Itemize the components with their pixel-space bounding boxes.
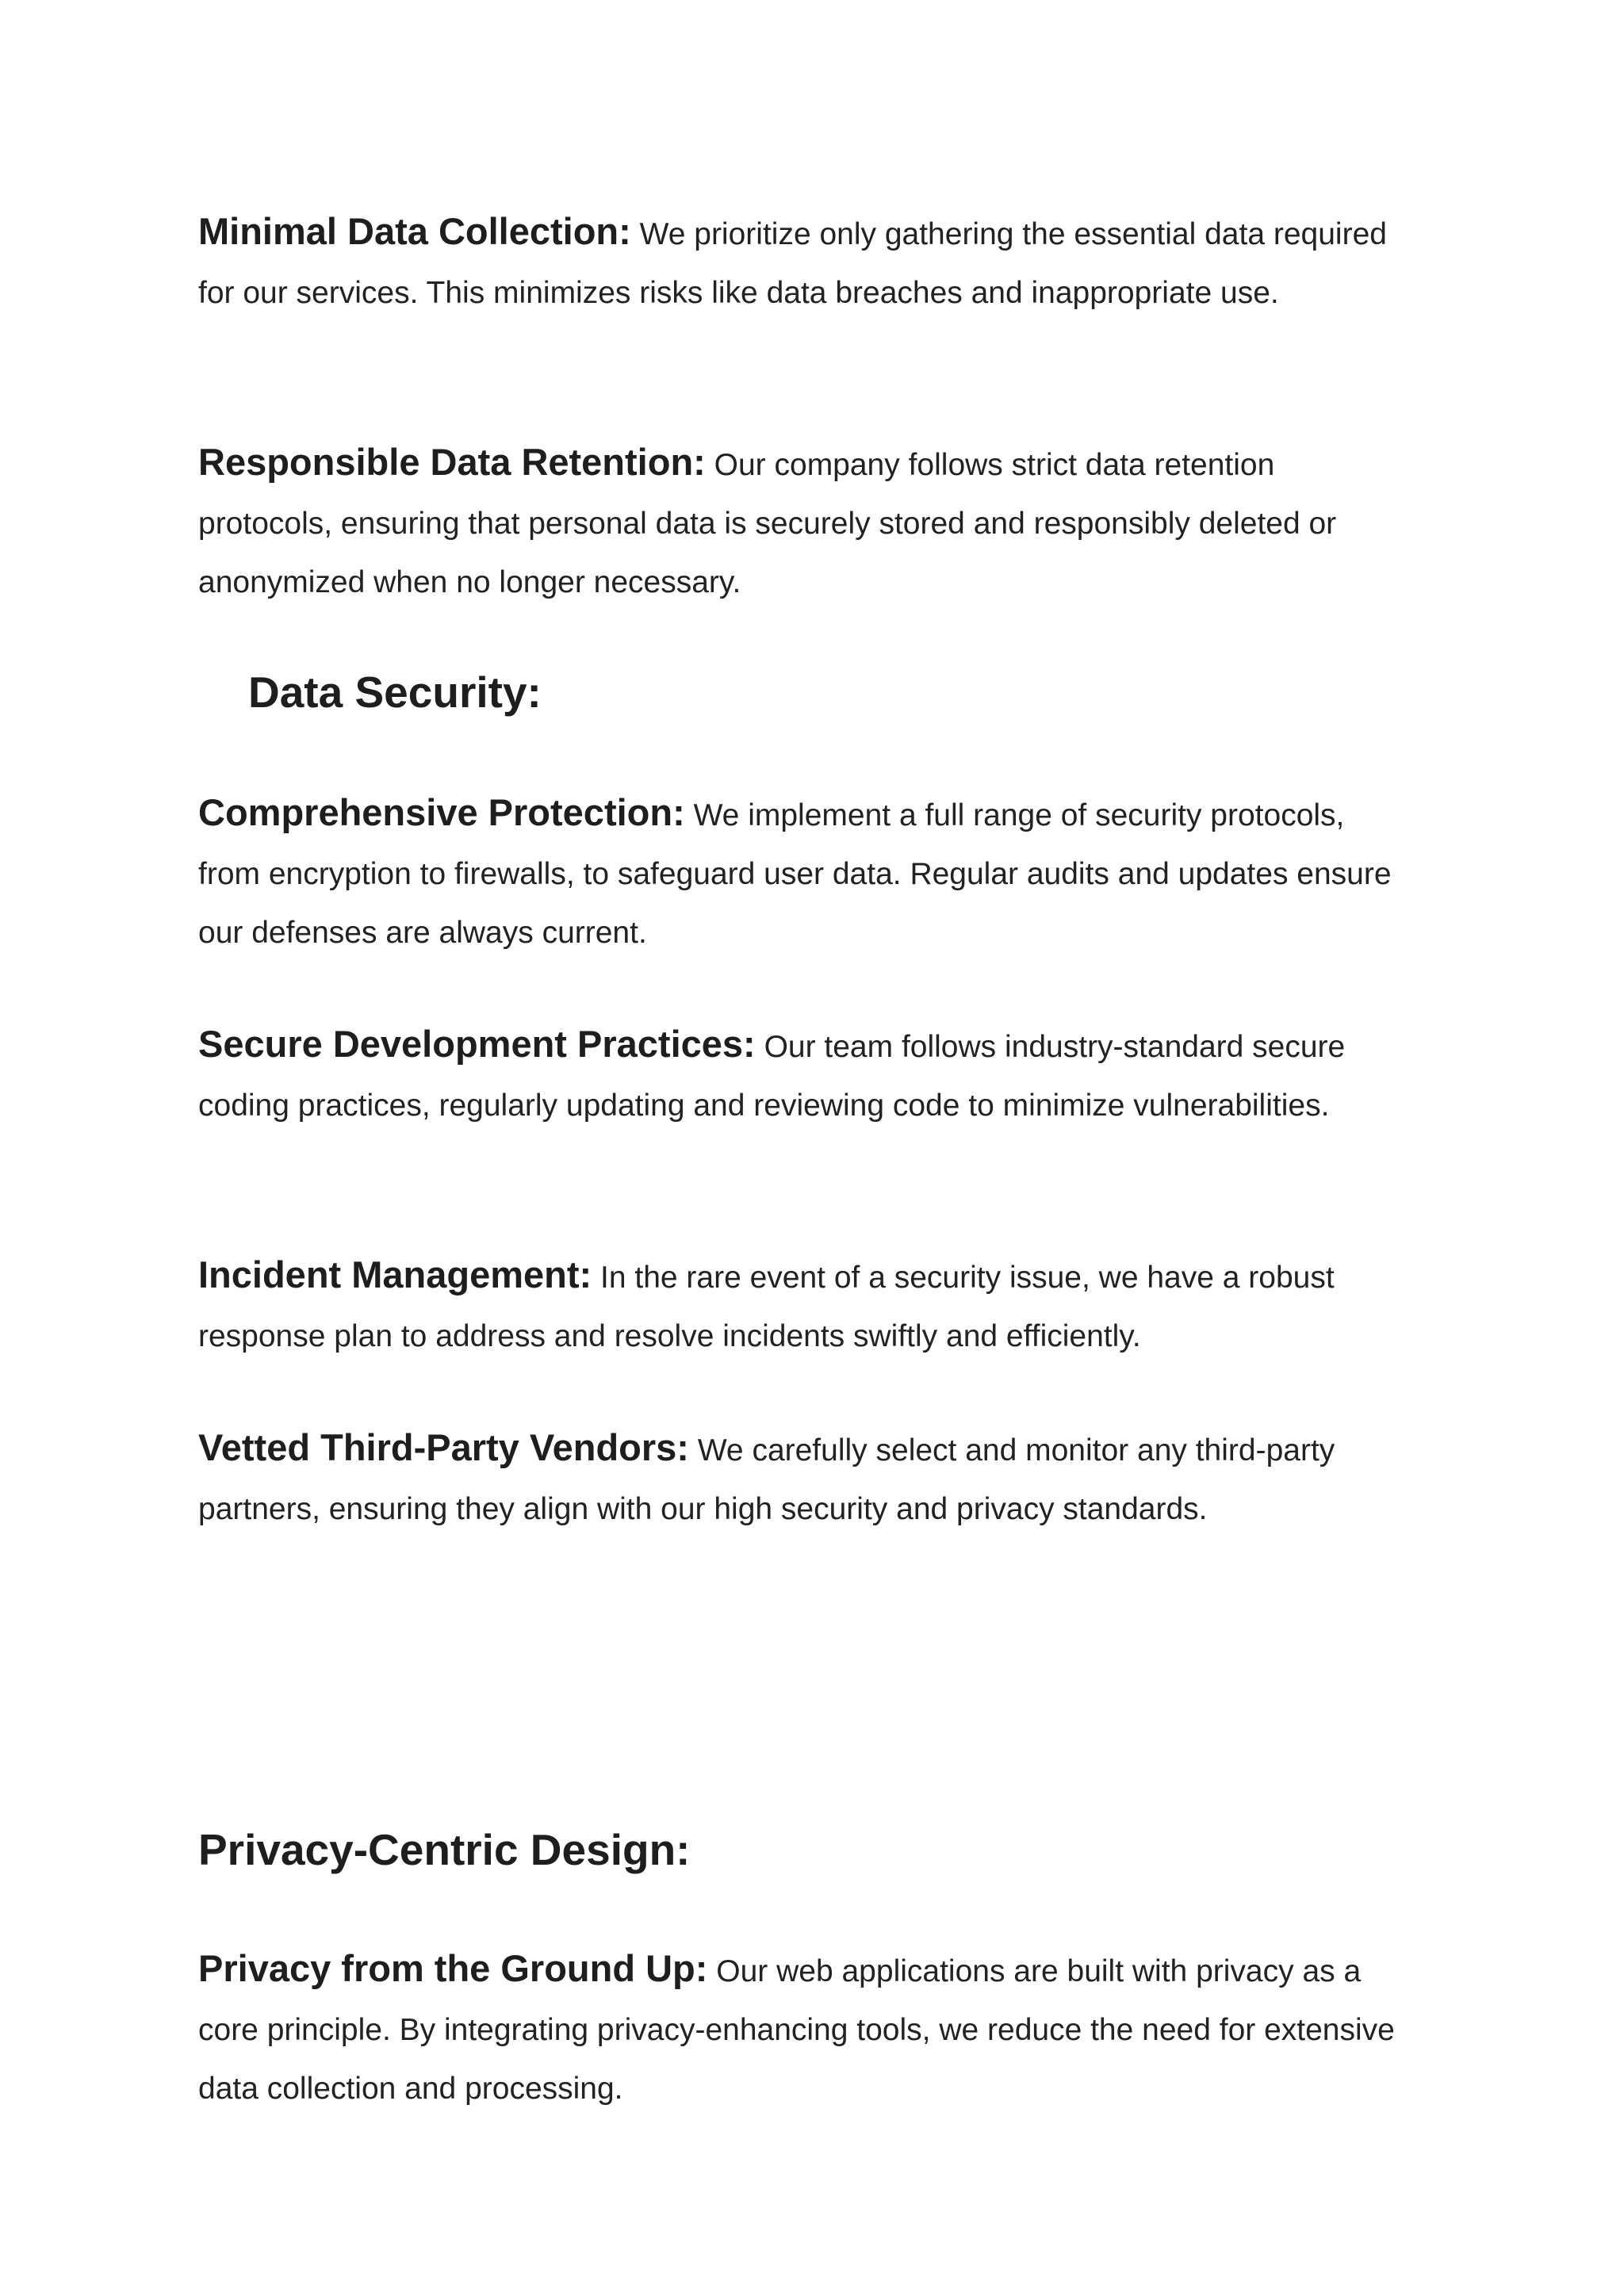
paragraph-vetted-third-party-vendors xyxy=(198,1418,1404,1539)
paragraph-body: Our team follows industry-standard secure coding practices, regularly updating and reviewing code to minimize vulnerabilities. xyxy=(198,1030,1346,1123)
section-heading-privacy-centric-design: Privacy-Centric Design: xyxy=(198,1825,691,1874)
paragraph-body: Our web applications are built with privacy as a core principle. By integrating privacy-enhancing tools, we reduce the need for extensive data collection and processing. xyxy=(198,1954,1395,2106)
paragraph-minimal-data-collection xyxy=(198,202,1404,323)
paragraph-lead: Responsible Data Retention: xyxy=(198,441,706,483)
section-heading-data-security: Data Security: xyxy=(248,668,542,717)
paragraph-body: We implement a full range of security protocols, from encryption to firewalls, to safeguard user data. Regular audits and updates ensure our defenses are always current. xyxy=(198,798,1392,950)
paragraph-lead: Incident Management: xyxy=(198,1253,592,1295)
paragraph-body: We carefully select and monitor any third-party partners, ensuring they align with our high security and privacy standards. xyxy=(198,1433,1335,1526)
paragraph-privacy-from-the-ground-up xyxy=(198,1939,1404,2118)
paragraph-responsible-data-retention xyxy=(198,433,1404,612)
paragraph-incident-management xyxy=(198,1246,1404,1366)
paragraph-body: We prioritize only gathering the essential data required for our services. This minimizes risks like data breaches and inappropriate use. xyxy=(198,217,1387,310)
paragraph-body: In the rare event of a security issue, we have a robust response plan to address and resolve incidents swiftly and efficiently. xyxy=(198,1261,1335,1353)
paragraph-secure-development-practices xyxy=(198,1015,1404,1135)
paragraph-body: Our company follows strict data retention protocols, ensuring that personal data is securely stored and responsibly deleted or anonymized when no longer necessary. xyxy=(198,448,1337,599)
paragraph-lead: Vetted Third-Party Vendors: xyxy=(198,1426,689,1468)
paragraph-comprehensive-protection xyxy=(198,783,1404,962)
paragraph-lead: Minimal Data Collection: xyxy=(198,210,631,252)
paragraph-lead: Comprehensive Protection: xyxy=(198,791,685,833)
paragraph-lead: Privacy from the Ground Up: xyxy=(198,1947,708,1989)
paragraph-lead: Secure Development Practices: xyxy=(198,1023,756,1065)
